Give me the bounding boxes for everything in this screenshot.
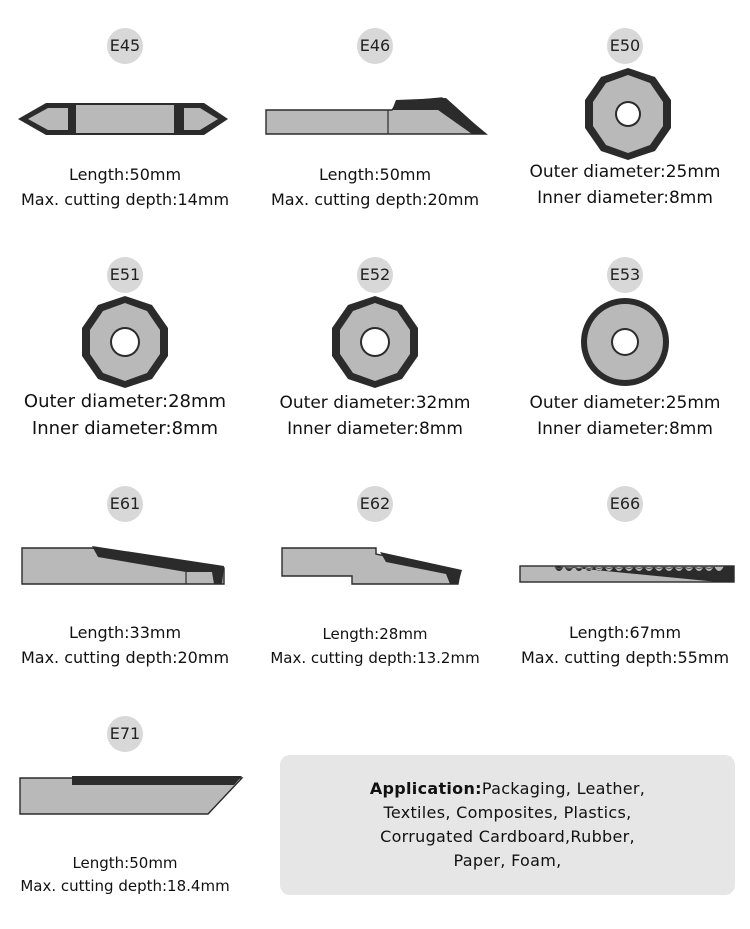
blade-card-e45 <box>0 0 250 230</box>
blade-spec-line1: Outer diameter:28mm <box>23 391 227 412</box>
blade-spec-line2: Max. cutting depth:55mm <box>520 648 730 667</box>
decagon-disc-blade-icon <box>500 68 750 160</box>
blade-spec-line2: Max. cutting depth:20mm <box>270 190 480 209</box>
blade-code-badge: E50 <box>607 28 643 64</box>
blade-spec-line1: Outer diameter:25mm <box>529 393 721 413</box>
blade-spec-line1: Length:50mm <box>72 854 178 872</box>
blade-spec-line2: Inner diameter:8mm <box>31 418 219 439</box>
decagon-disc-blade-icon <box>0 296 250 388</box>
blade-spec-line2: Max. cutting depth:20mm <box>20 648 230 667</box>
blade-code-badge: E62 <box>357 486 393 522</box>
blade-card-e50 <box>500 0 750 230</box>
blade-spec-line2: Max. cutting depth:14mm <box>20 190 230 209</box>
slanted-tip-blade-icon <box>0 774 250 818</box>
blade-code-badge: E53 <box>607 257 643 293</box>
blade-code-badge: E71 <box>107 716 143 752</box>
blade-spec-line1: Outer diameter:25mm <box>529 162 721 182</box>
blade-spec-line2: Max. cutting depth:13.2mm <box>270 649 480 667</box>
blade-spec-line2: Inner diameter:8mm <box>537 188 713 208</box>
round-disc-blade-icon <box>500 297 750 387</box>
blade-card-e61 <box>0 460 250 700</box>
blade-code-badge: E52 <box>357 257 393 293</box>
long-bevel-blade-icon <box>0 540 250 590</box>
serrated-blade-icon <box>500 556 750 592</box>
blade-spec-line1: Length:33mm <box>68 623 182 642</box>
angled-tip-blade-icon <box>250 94 500 140</box>
blade-card-e62 <box>250 460 500 700</box>
blade-spec-line1: Length:67mm <box>568 623 682 642</box>
blade-card-e53 <box>500 230 750 460</box>
blade-spec-line1: Length:28mm <box>322 625 428 643</box>
blade-spec-line1: Length:50mm <box>318 165 432 184</box>
blade-card-e71 <box>0 700 250 929</box>
blade-spec-line2: Max. cutting depth:18.4mm <box>20 877 230 895</box>
blade-code-badge: E45 <box>107 28 143 64</box>
application-panel <box>280 755 735 895</box>
blade-spec-line2: Inner diameter:8mm <box>537 419 713 439</box>
blade-card-e51 <box>0 230 250 460</box>
application-line1: Packaging, Leather, <box>481 779 646 798</box>
blade-spec-line1: Outer diameter:32mm <box>279 393 471 413</box>
blade-code-badge: E61 <box>107 486 143 522</box>
blade-code-badge: E51 <box>107 257 143 293</box>
blade-spec-line2: Inner diameter:8mm <box>287 419 463 439</box>
blade-code-badge: E46 <box>357 28 393 64</box>
blade-card-e66 <box>500 460 750 700</box>
blade-spec-line1: Length:50mm <box>68 165 182 184</box>
double-point-blade-icon <box>0 96 250 142</box>
stepped-blade-icon <box>250 540 500 590</box>
blade-card-e46 <box>250 0 500 230</box>
application-line2: Textiles, Composites, Plastics, <box>383 803 632 822</box>
blade-card-e52 <box>250 230 500 460</box>
decagon-disc-blade-icon <box>250 296 500 388</box>
blade-code-badge: E66 <box>607 486 643 522</box>
application-line4: Paper, Foam, <box>453 851 562 870</box>
application-line3: Corrugated Cardboard,Rubber, <box>380 827 635 846</box>
application-label: Application: <box>369 779 482 798</box>
